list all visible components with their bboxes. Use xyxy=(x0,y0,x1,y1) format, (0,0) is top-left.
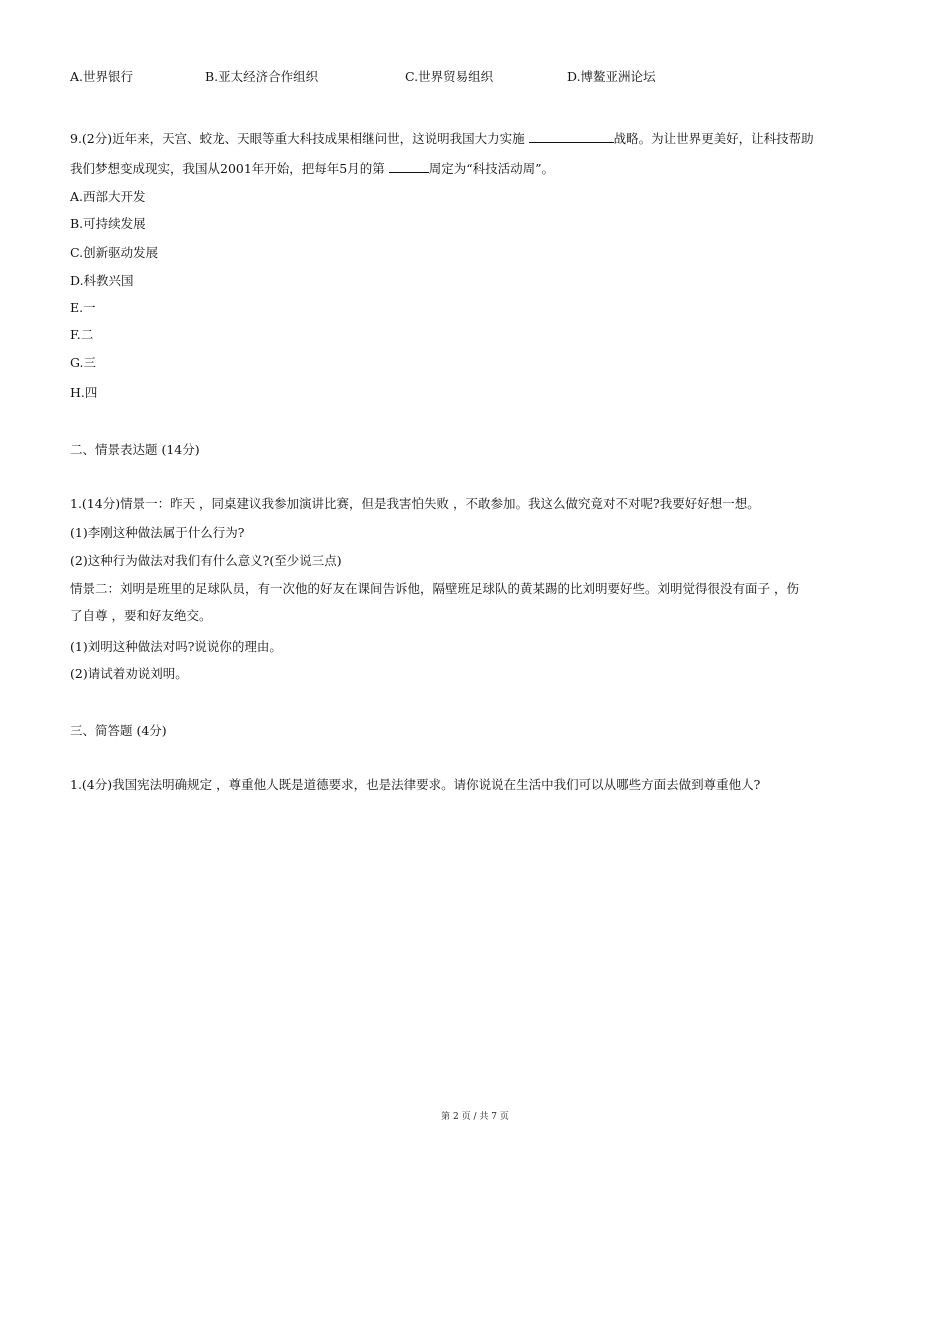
s2-scene2-line2: 了自尊 ，要和好友绝交。 xyxy=(70,608,212,623)
q8-option-a: A.世界银行 xyxy=(70,69,134,84)
section2-title: 二、情景表达题 (14分) xyxy=(70,442,200,457)
q9-option-c: C.创新驱动发展 xyxy=(70,245,159,260)
s2-q1-sub1: (1)李刚这种做法属于什么行为? xyxy=(70,525,245,540)
q9-option-h: H.四 xyxy=(70,385,98,400)
s2-scene2-sub1: (1)刘明这种做法对吗?说说你的理由。 xyxy=(70,639,282,654)
q8-option-c: C.世界贸易组织 xyxy=(405,69,494,84)
s3-q1: 1.(4分)我国宪法明确规定 ，尊重他人既是道德要求，也是法律要求。请你说说在生活中我们可以从哪些方面去做到尊重他人? xyxy=(70,777,761,792)
q9-option-g: G.三 xyxy=(70,355,97,370)
section3-title: 三、简答题 (4分) xyxy=(70,723,167,738)
s2-q1-intro: 1.(14分)情景一：昨天 ，同桌建议我参加演讲比赛，但是我害怕失败 ，不敢参加。我这么做究竟对不对呢?我要好好想一想。 xyxy=(70,496,760,511)
q9-blank-1 xyxy=(529,131,614,143)
q9-option-a: A.西部大开发 xyxy=(70,189,146,204)
s2-q1-sub2: (2)这种行为做法对我们有什么意义?(至少说三点) xyxy=(70,553,342,568)
q9-option-b: B.可持续发展 xyxy=(70,216,146,231)
q9-option-f: F.二 xyxy=(70,327,94,342)
q9-option-d: D.科教兴国 xyxy=(70,273,134,288)
s2-scene2-sub2: (2)请试着劝说刘明。 xyxy=(70,666,188,681)
q9-stem-line1: 9.(2分)近年来，天宫、蛟龙、天眼等重大科技成果相继问世，这说明我国大力实施 战略。为让世界更美好，让科技帮助 xyxy=(70,131,814,146)
q9-stem-line2: 我们梦想变成现实，我国从2001年开始，把每年5月的第 周定为“科技活动周”。 xyxy=(70,161,555,176)
q9-option-e: E.一 xyxy=(70,300,96,315)
s2-scene2-line1: 情景二：刘明是班里的足球队员，有一次他的好友在课间告诉他，隔壁班足球队的黄某踢的比刘明要好些。刘明觉得很没有面子 ，伤 xyxy=(70,581,799,596)
q9-blank-2 xyxy=(389,161,429,173)
page-number-footer: 第 2 页 / 共 7 页 xyxy=(441,1112,509,1122)
q8-option-d: D.博鳌亚洲论坛 xyxy=(567,69,656,84)
q8-option-b: B.亚太经济合作组织 xyxy=(205,69,319,84)
